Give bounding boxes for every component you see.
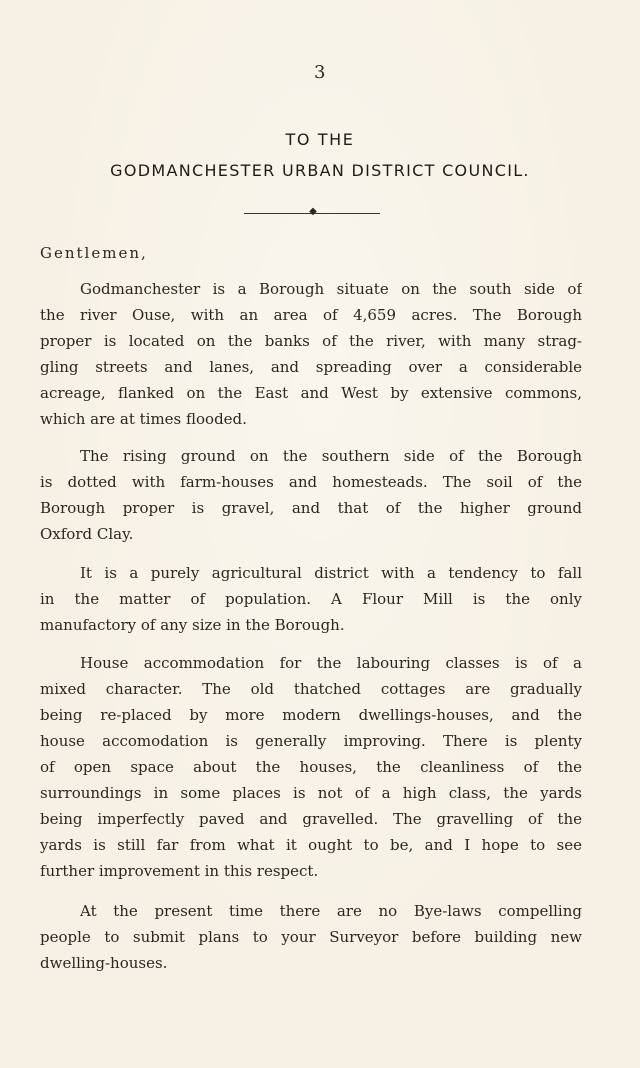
paragraph-line: It is a purely agricultural district with a tendency to fall	[80, 564, 582, 582]
paragraph-line: further improvement in this respect.	[40, 862, 319, 880]
paragraph-line: Oxford Clay.	[40, 525, 134, 543]
paragraph-line: surroundings in some places is not of a high class, the yards	[40, 784, 582, 802]
paragraph-line: dwelling-houses.	[40, 954, 168, 972]
paragraph-line: which are at times flooded.	[40, 410, 247, 428]
divider-ornament-icon: ◆	[309, 206, 317, 217]
paragraph-line: house accomodation is generally improving. There is plenty	[40, 732, 582, 750]
paragraph-line: in the matter of population. A Flour Mill is the only	[40, 590, 582, 608]
paragraph-line: Godmanchester is a Borough situate on the south side of	[80, 280, 582, 298]
paragraph-line: proper is located on the banks of the river, with many strag-	[40, 332, 582, 350]
heading-to-the: TO THE	[285, 130, 355, 149]
paragraph-line: manufactory of any size in the Borough.	[40, 616, 345, 634]
paragraph-5	[40, 898, 582, 976]
heading-council: GODMANCHESTER URBAN DISTRICT COUNCIL.	[110, 161, 530, 180]
paragraph-line: gling streets and lanes, and spreading over a considerable	[40, 358, 582, 376]
paragraph-line: Borough proper is gravel, and that of the higher ground	[40, 499, 582, 517]
paragraph-line: being re-placed by more modern dwellings-houses, and the	[40, 706, 582, 724]
paragraph-line: acreage, flanked on the East and West by extensive commons,	[40, 384, 582, 402]
paragraph-line: of open space about the houses, the cleanliness of the	[40, 758, 582, 776]
paragraph-1	[40, 276, 582, 432]
paragraph-line: mixed character. The old thatched cottages are gradually	[40, 680, 582, 698]
paragraph-line: The rising ground on the southern side of the Borough	[80, 447, 582, 465]
page-number: 3	[314, 62, 326, 83]
paragraph-line: At the present time there are no Bye-laws compelling	[80, 902, 582, 920]
paragraph-line: yards is still far from what it ought to be, and I hope to see	[40, 836, 582, 854]
paragraph-4	[40, 650, 582, 884]
paragraph-line: the river Ouse, with an area of 4,659 acres. The Borough	[40, 306, 582, 324]
paragraph-line: being imperfectly paved and gravelled. The gravelling of the	[40, 810, 582, 828]
paragraph-2	[40, 443, 582, 547]
paragraph-line: people to submit plans to your Surveyor before building new	[40, 928, 582, 946]
salutation: Gentlemen,	[40, 244, 148, 262]
paragraph-line: is dotted with farm-houses and homesteads. The soil of the	[40, 473, 582, 491]
paragraph-3	[40, 560, 582, 638]
paragraph-line: House accommodation for the labouring classes is of a	[80, 654, 582, 672]
